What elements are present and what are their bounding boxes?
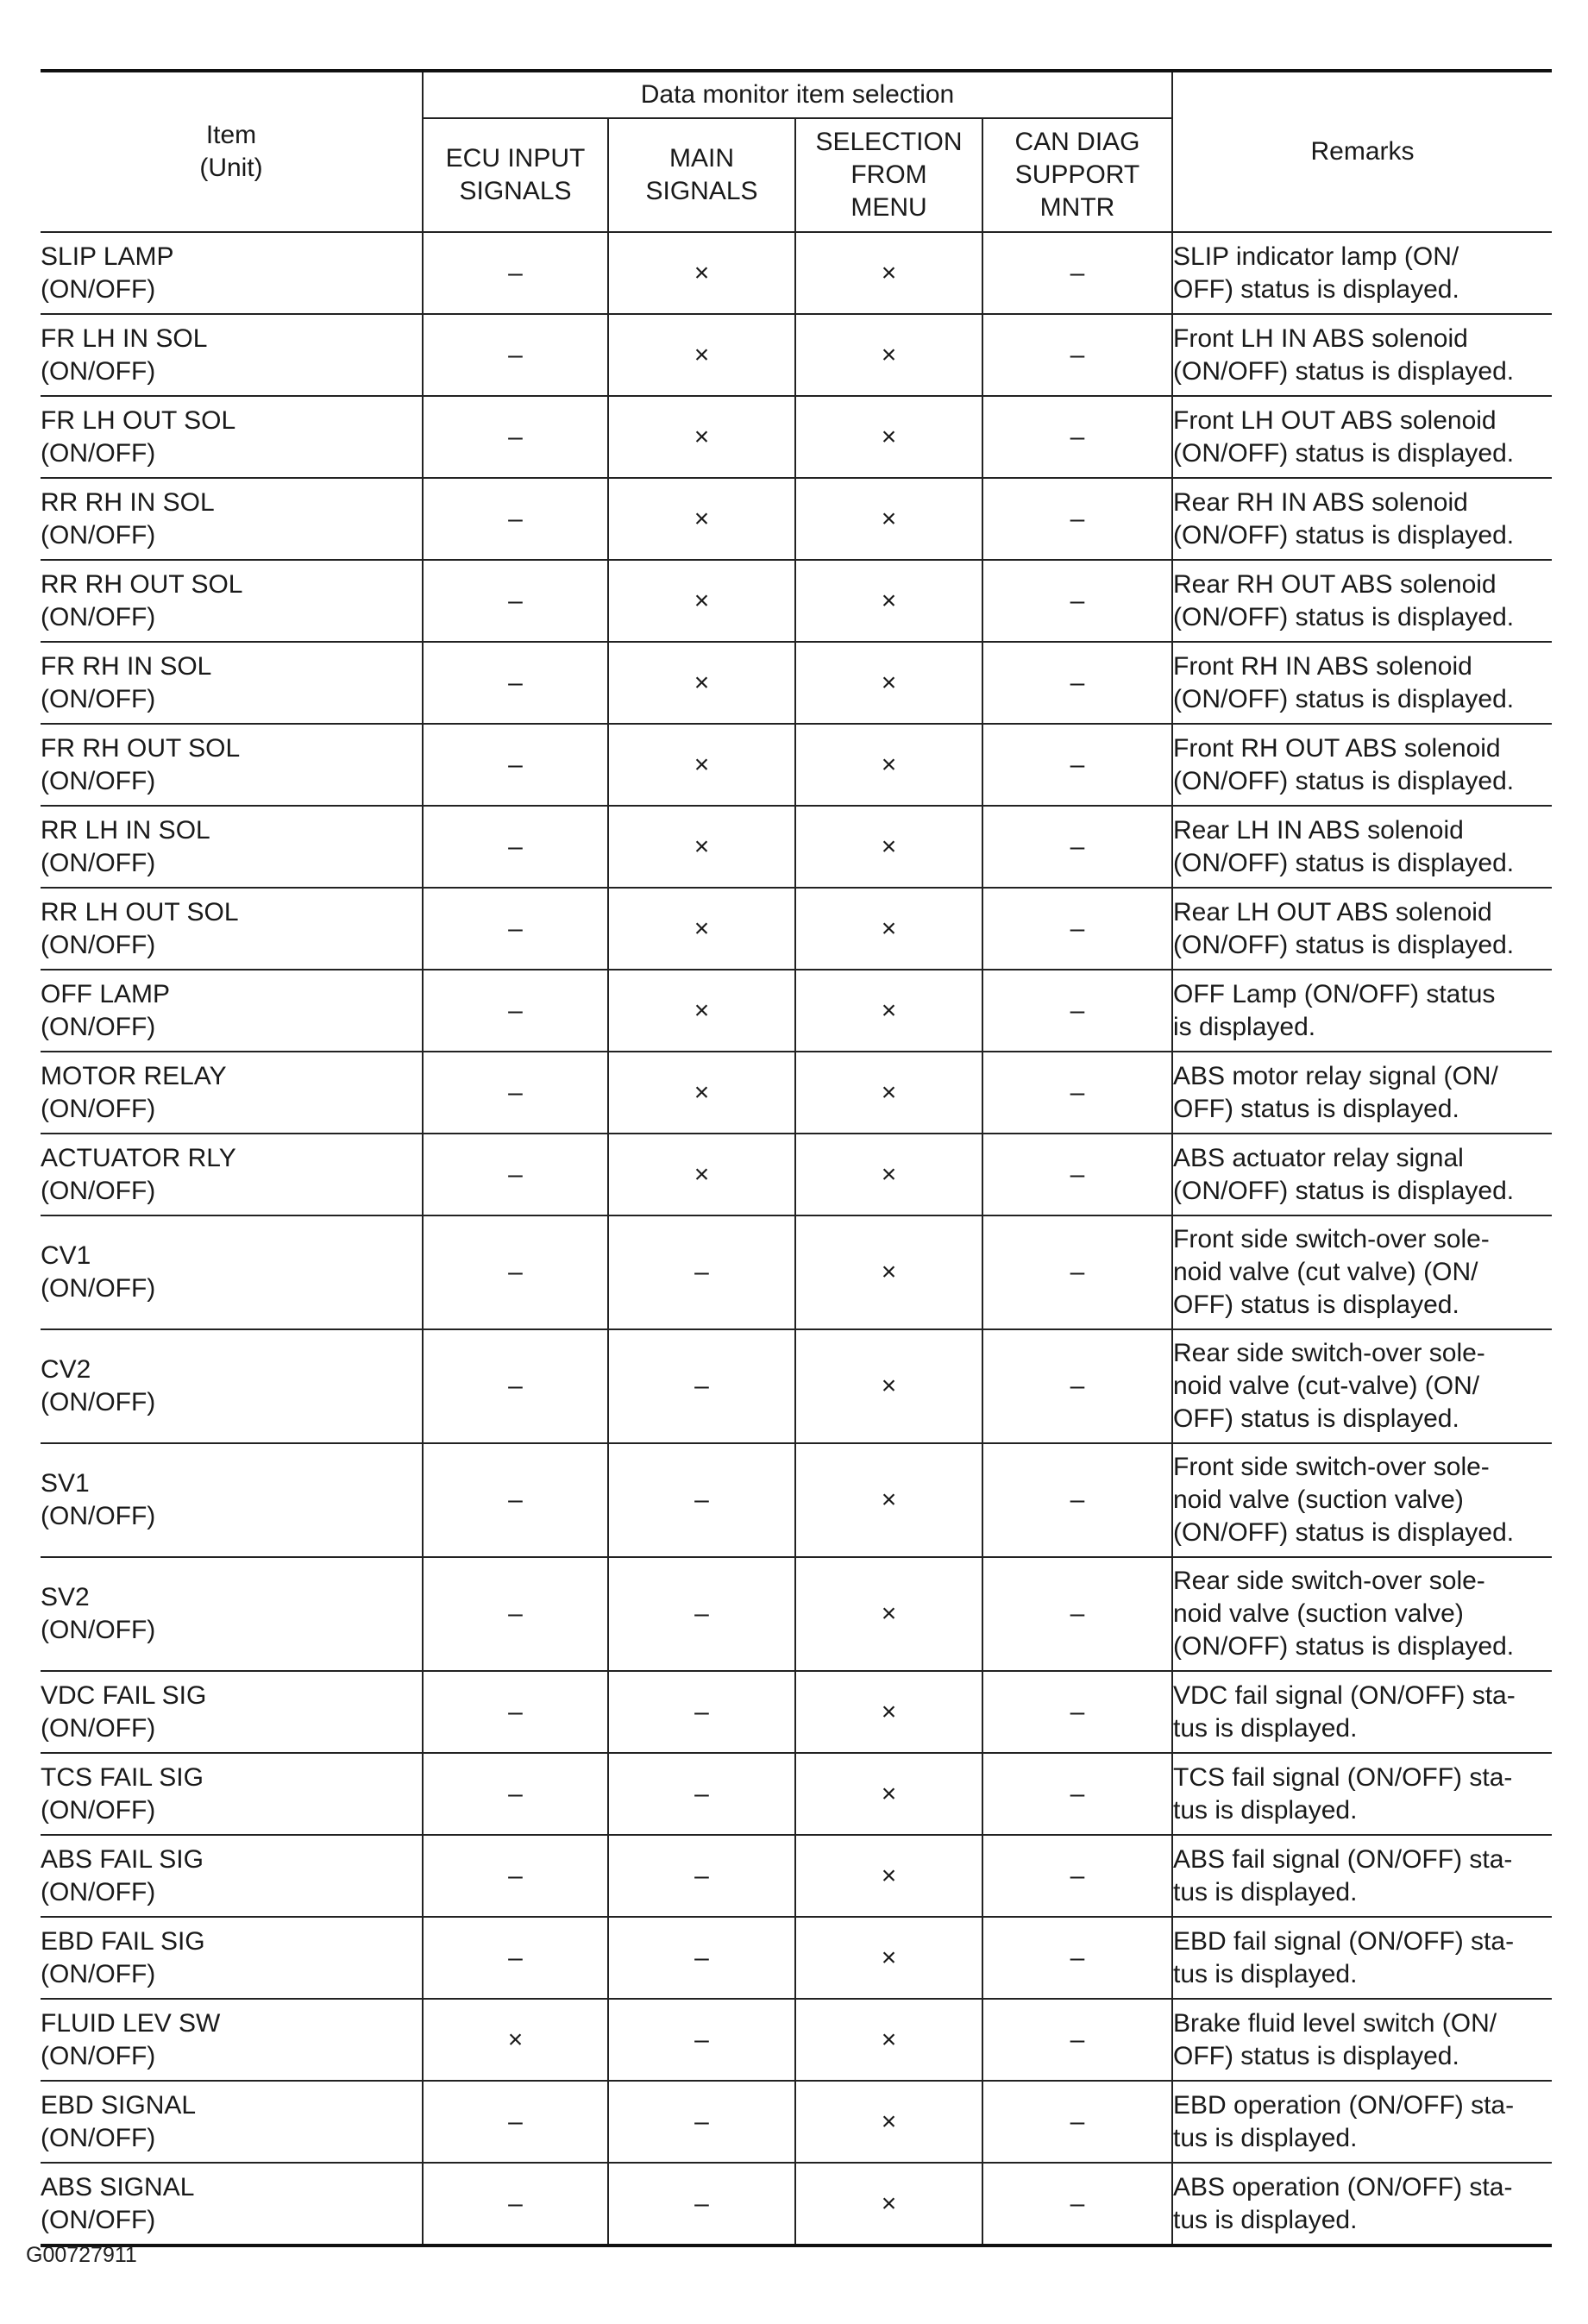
- remarks-cell: Rear LH IN ABS solenoid (ON/OFF) status is displayed.: [1172, 806, 1552, 888]
- main-signals-cell: ×: [608, 1052, 795, 1134]
- table-body: [41, 232, 1552, 2245]
- remarks-cell: EBD operation (ON/OFF) sta- tus is displayed.: [1172, 2081, 1552, 2163]
- selection-from-menu-cell: ×: [795, 232, 982, 314]
- main-signals-header-text: MAIN SIGNALS: [645, 144, 758, 205]
- selection-from-menu-cell: ×: [795, 1557, 982, 1671]
- main-signals-cell: –: [608, 2163, 795, 2245]
- ecu-input-cell: –: [423, 1753, 608, 1835]
- item-cell: SLIP LAMP (ON/OFF): [41, 232, 423, 314]
- table-row: [41, 970, 1552, 1052]
- selection-from-menu-cell: ×: [795, 396, 982, 478]
- table-row: [41, 2163, 1552, 2245]
- ecu-input-cell: –: [423, 1443, 608, 1557]
- selection-from-menu-cell: ×: [795, 1917, 982, 1999]
- item-cell: RR LH OUT SOL (ON/OFF): [41, 888, 423, 970]
- ecu-input-cell: –: [423, 1917, 608, 1999]
- remarks-cell: ABS motor relay signal (ON/ OFF) status is displayed.: [1172, 1052, 1552, 1134]
- table-row: [41, 478, 1552, 560]
- can-diag-cell: –: [982, 724, 1172, 806]
- can-diag-cell: –: [982, 478, 1172, 560]
- table-row: [41, 1052, 1552, 1134]
- selection-from-menu-cell: ×: [795, 1443, 982, 1557]
- remarks-cell: Rear side switch-over sole- noid valve (cut-valve) (ON/ OFF) status is displayed.: [1172, 1329, 1552, 1443]
- table-row: [41, 1917, 1552, 1999]
- remarks-cell: Rear RH IN ABS solenoid (ON/OFF) status is displayed.: [1172, 478, 1552, 560]
- can-diag-cell: –: [982, 314, 1172, 396]
- item-cell: RR RH OUT SOL (ON/OFF): [41, 560, 423, 642]
- remarks-cell: EBD fail signal (ON/OFF) sta- tus is displayed.: [1172, 1917, 1552, 1999]
- table-row: [41, 396, 1552, 478]
- ecu-input-cell: –: [423, 1671, 608, 1753]
- can-diag-cell: –: [982, 1671, 1172, 1753]
- item-cell: EBD SIGNAL (ON/OFF): [41, 2081, 423, 2163]
- main-signals-cell: ×: [608, 724, 795, 806]
- item-cell: MOTOR RELAY (ON/OFF): [41, 1052, 423, 1134]
- table-row: [41, 1329, 1552, 1443]
- can-diag-cell: –: [982, 806, 1172, 888]
- can-diag-cell: –: [982, 1753, 1172, 1835]
- selection-from-menu-cell: ×: [795, 2163, 982, 2245]
- data-monitor-table: [41, 69, 1552, 2247]
- remarks-cell: ABS operation (ON/OFF) sta- tus is displayed.: [1172, 2163, 1552, 2245]
- remarks-cell: Brake fluid level switch (ON/ OFF) status is displayed.: [1172, 1999, 1552, 2081]
- item-cell: CV1 (ON/OFF): [41, 1215, 423, 1329]
- can-diag-cell: –: [982, 1557, 1172, 1671]
- main-signals-cell: –: [608, 1557, 795, 1671]
- table-row: [41, 1671, 1552, 1753]
- remarks-cell: VDC fail signal (ON/OFF) sta- tus is displayed.: [1172, 1671, 1552, 1753]
- ecu-input-cell: –: [423, 396, 608, 478]
- table-row: [41, 1753, 1552, 1835]
- table-row: [41, 1443, 1552, 1557]
- can-diag-cell: –: [982, 1134, 1172, 1215]
- main-signals-cell: ×: [608, 806, 795, 888]
- item-cell: ABS FAIL SIG (ON/OFF): [41, 1835, 423, 1917]
- table-row: [41, 724, 1552, 806]
- remarks-cell: Front RH OUT ABS solenoid (ON/OFF) status is displayed.: [1172, 724, 1552, 806]
- main-signals-cell: –: [608, 1329, 795, 1443]
- remarks-cell: OFF Lamp (ON/OFF) status is displayed.: [1172, 970, 1552, 1052]
- remarks-cell: Front LH OUT ABS solenoid (ON/OFF) status is displayed.: [1172, 396, 1552, 478]
- selection-from-menu-cell: ×: [795, 1835, 982, 1917]
- item-cell: FLUID LEV SW (ON/OFF): [41, 1999, 423, 2081]
- remarks-cell: Front RH IN ABS solenoid (ON/OFF) status is displayed.: [1172, 642, 1552, 724]
- item-cell: VDC FAIL SIG (ON/OFF): [41, 1671, 423, 1753]
- ecu-input-cell: –: [423, 314, 608, 396]
- remarks-cell: Rear LH OUT ABS solenoid (ON/OFF) status is displayed.: [1172, 888, 1552, 970]
- item-cell: FR RH OUT SOL (ON/OFF): [41, 724, 423, 806]
- ecu-input-cell: –: [423, 1134, 608, 1215]
- main-signals-cell: ×: [608, 560, 795, 642]
- table-row: [41, 232, 1552, 314]
- can-diag-support-mntr-header-text: CAN DIAG SUPPORT MNTR: [1014, 128, 1140, 222]
- main-signals-cell: –: [608, 2081, 795, 2163]
- selection-from-menu-cell: ×: [795, 888, 982, 970]
- main-signals-cell: –: [608, 1753, 795, 1835]
- selection-from-menu-cell: ×: [795, 560, 982, 642]
- main-signals-cell: ×: [608, 642, 795, 724]
- item-cell: RR LH IN SOL (ON/OFF): [41, 806, 423, 888]
- table-row: [41, 806, 1552, 888]
- main-signals-cell: –: [608, 1443, 795, 1557]
- item-cell: OFF LAMP (ON/OFF): [41, 970, 423, 1052]
- item-cell: SV2 (ON/OFF): [41, 1557, 423, 1671]
- can-diag-cell: –: [982, 1443, 1172, 1557]
- table-row: [41, 1835, 1552, 1917]
- selection-from-menu-cell: ×: [795, 1215, 982, 1329]
- ecu-input-cell: –: [423, 232, 608, 314]
- remarks-cell: Rear side switch-over sole- noid valve (suction valve) (ON/OFF) status is displayed.: [1172, 1557, 1552, 1671]
- ecu-input-cell: –: [423, 888, 608, 970]
- selection-from-menu-cell: ×: [795, 1671, 982, 1753]
- can-diag-cell: –: [982, 1329, 1172, 1443]
- ecu-input-cell: –: [423, 560, 608, 642]
- main-signals-cell: ×: [608, 1134, 795, 1215]
- ecu-input-cell: –: [423, 1052, 608, 1134]
- item-cell: RR RH IN SOL (ON/OFF): [41, 478, 423, 560]
- selection-from-menu-cell: ×: [795, 1999, 982, 2081]
- can-diag-cell: –: [982, 232, 1172, 314]
- remarks-cell: Front LH IN ABS solenoid (ON/OFF) status is displayed.: [1172, 314, 1552, 396]
- main-signals-cell: ×: [608, 970, 795, 1052]
- selection-from-menu-cell: ×: [795, 478, 982, 560]
- selection-from-menu-cell: ×: [795, 1329, 982, 1443]
- can-diag-cell: –: [982, 1052, 1172, 1134]
- remarks-cell: ABS actuator relay signal (ON/OFF) status is displayed.: [1172, 1134, 1552, 1215]
- table-row: [41, 1215, 1552, 1329]
- can-diag-cell: –: [982, 970, 1172, 1052]
- ecu-input-cell: –: [423, 478, 608, 560]
- can-diag-cell: –: [982, 560, 1172, 642]
- main-signals-cell: –: [608, 1671, 795, 1753]
- ecu-input-cell: –: [423, 2163, 608, 2245]
- can-diag-cell: –: [982, 888, 1172, 970]
- can-diag-cell: –: [982, 1999, 1172, 2081]
- item-unit-header: [41, 71, 423, 232]
- can-diag-cell: –: [982, 1917, 1172, 1999]
- selection-from-menu-cell: ×: [795, 642, 982, 724]
- can-diag-cell: –: [982, 396, 1172, 478]
- selection-from-menu-cell: ×: [795, 970, 982, 1052]
- main-signals-cell: –: [608, 1215, 795, 1329]
- main-signals-header: [608, 118, 795, 232]
- remarks-cell: Front side switch-over sole- noid valve (cut valve) (ON/ OFF) status is displayed.: [1172, 1215, 1552, 1329]
- can-diag-cell: –: [982, 1215, 1172, 1329]
- table-row: [41, 2081, 1552, 2163]
- selection-from-menu-cell: ×: [795, 1134, 982, 1215]
- remarks-cell: SLIP indicator lamp (ON/ OFF) status is displayed.: [1172, 232, 1552, 314]
- data-monitor-selection-header-text: Data monitor item selection: [640, 80, 955, 109]
- selection-from-menu-cell: ×: [795, 806, 982, 888]
- ecu-input-cell: –: [423, 970, 608, 1052]
- data-monitor-selection-header: [423, 71, 1172, 118]
- main-signals-cell: ×: [608, 478, 795, 560]
- main-signals-cell: –: [608, 1999, 795, 2081]
- remarks-cell: Rear RH OUT ABS solenoid (ON/OFF) status is displayed.: [1172, 560, 1552, 642]
- item-cell: FR RH IN SOL (ON/OFF): [41, 642, 423, 724]
- selection-from-menu-cell: ×: [795, 1753, 982, 1835]
- remarks-header: [1172, 71, 1552, 232]
- item-cell: FR LH OUT SOL (ON/OFF): [41, 396, 423, 478]
- ecu-input-cell: –: [423, 1329, 608, 1443]
- table-row: [41, 560, 1552, 642]
- remarks-cell: ABS fail signal (ON/OFF) sta- tus is displayed.: [1172, 1835, 1552, 1917]
- selection-from-menu-header: [795, 118, 982, 232]
- remarks-cell: TCS fail signal (ON/OFF) sta- tus is displayed.: [1172, 1753, 1552, 1835]
- table-row: [41, 1557, 1552, 1671]
- table-row: [41, 314, 1552, 396]
- can-diag-support-mntr-header: [982, 118, 1172, 232]
- main-signals-cell: ×: [608, 888, 795, 970]
- item-unit-header-text: Item (Unit): [199, 121, 263, 182]
- ecu-input-cell: –: [423, 1557, 608, 1671]
- main-signals-cell: –: [608, 1917, 795, 1999]
- ecu-input-cell: –: [423, 1215, 608, 1329]
- can-diag-cell: –: [982, 2081, 1172, 2163]
- ecu-input-cell: –: [423, 806, 608, 888]
- selection-from-menu-cell: ×: [795, 2081, 982, 2163]
- item-cell: FR LH IN SOL (ON/OFF): [41, 314, 423, 396]
- main-signals-cell: ×: [608, 396, 795, 478]
- can-diag-cell: –: [982, 642, 1172, 724]
- item-cell: EBD FAIL SIG (ON/OFF): [41, 1917, 423, 1999]
- selection-from-menu-cell: ×: [795, 314, 982, 396]
- ecu-input-cell: –: [423, 724, 608, 806]
- item-cell: ACTUATOR RLY (ON/OFF): [41, 1134, 423, 1215]
- selection-from-menu-cell: ×: [795, 724, 982, 806]
- ecu-input-cell: –: [423, 1835, 608, 1917]
- main-signals-cell: –: [608, 1835, 795, 1917]
- ecu-input-cell: ×: [423, 1999, 608, 2081]
- ecu-input-cell: –: [423, 2081, 608, 2163]
- remarks-cell: Front side switch-over sole- noid valve (suction valve) (ON/OFF) status is displayed.: [1172, 1443, 1552, 1557]
- can-diag-cell: –: [982, 1835, 1172, 1917]
- table-row: [41, 888, 1552, 970]
- table-row: [41, 1134, 1552, 1215]
- remarks-header-text: Remarks: [1310, 137, 1415, 166]
- selection-from-menu-header-text: SELECTION FROM MENU: [815, 128, 963, 222]
- table-row: [41, 1999, 1552, 2081]
- figure-id: G00727911: [26, 2243, 137, 2267]
- can-diag-cell: –: [982, 2163, 1172, 2245]
- ecu-input-cell: –: [423, 642, 608, 724]
- item-cell: ABS SIGNAL (ON/OFF): [41, 2163, 423, 2245]
- table-row: [41, 642, 1552, 724]
- main-signals-cell: ×: [608, 232, 795, 314]
- item-cell: SV1 (ON/OFF): [41, 1443, 423, 1557]
- selection-from-menu-cell: ×: [795, 1052, 982, 1134]
- main-signals-cell: ×: [608, 314, 795, 396]
- ecu-input-signals-header-text: ECU INPUT SIGNALS: [445, 144, 586, 205]
- ecu-input-signals-header: [423, 118, 608, 232]
- item-cell: TCS FAIL SIG (ON/OFF): [41, 1753, 423, 1835]
- item-cell: CV2 (ON/OFF): [41, 1329, 423, 1443]
